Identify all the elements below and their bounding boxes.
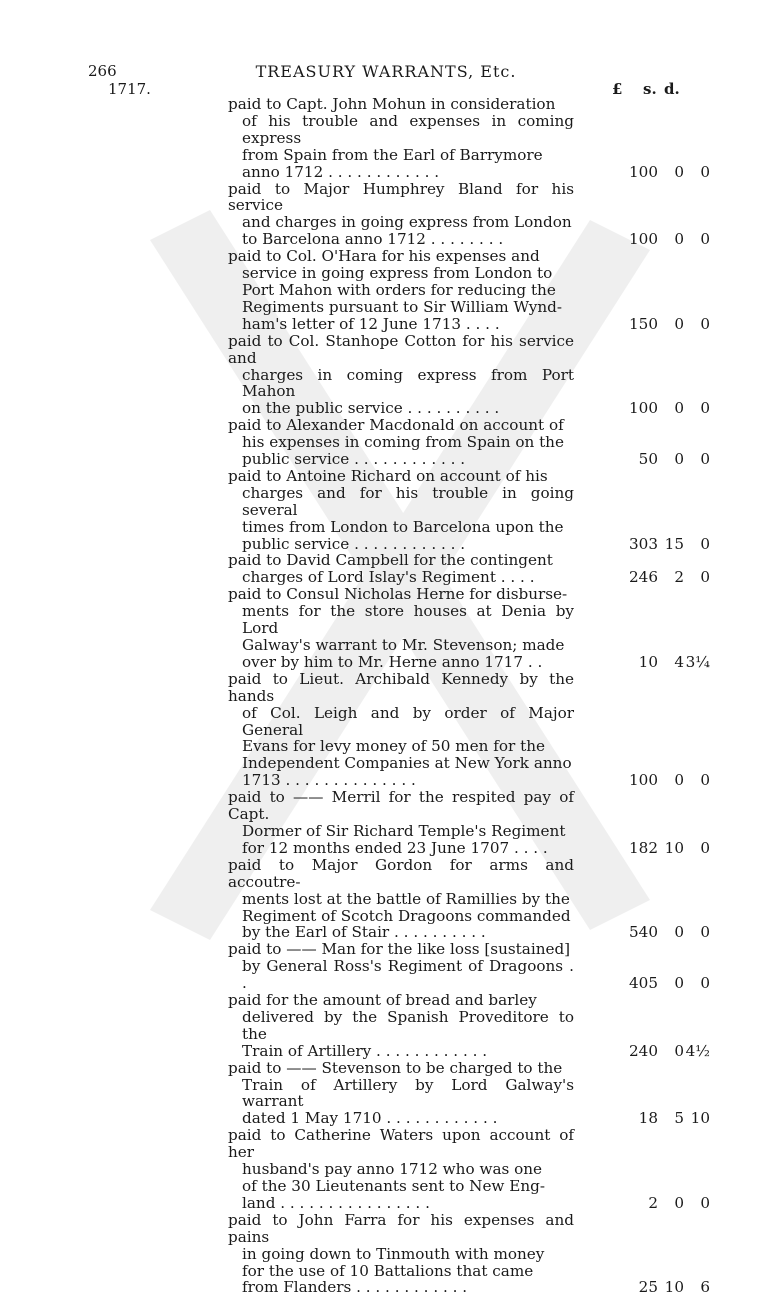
entry-description	[228, 417, 574, 468]
pence-amount: 10	[690, 1109, 710, 1128]
entry-line: and charges in going express from London	[242, 213, 572, 232]
shillings-amount: 10	[664, 1278, 684, 1296]
pounds-amount: 100	[629, 230, 658, 249]
pence-amount: 0	[700, 568, 710, 587]
pence-amount: 3¼	[685, 652, 710, 671]
entry-line: paid to Major Humphrey Bland for his service	[228, 179, 574, 215]
entry-line: paid to —— Merril for the respited pay of Capt.	[228, 788, 574, 824]
shillings-amount: 0	[674, 771, 684, 790]
warrant-entry	[228, 788, 710, 857]
warrant-entry	[228, 585, 710, 671]
warrant-entry	[228, 991, 710, 1060]
pounds-amount: 2	[648, 1193, 658, 1212]
entry-line: by General Ross's Regiment of Dragoons . .	[242, 957, 574, 993]
warrant-entry	[228, 331, 710, 418]
entry-line: delivered by the Spanish Proveditore to the	[242, 1007, 574, 1043]
warrant-entry	[228, 466, 710, 553]
pence-amount: 0	[700, 162, 710, 181]
entry-line: public service . . . . . . . . . . . .	[242, 534, 466, 553]
entry-description	[228, 96, 574, 181]
warrant-entry	[228, 416, 710, 469]
warrant-entry	[228, 179, 710, 249]
pence-column-header: d.	[664, 80, 680, 98]
entry-line: Port Mahon with orders for reducing the	[242, 280, 556, 299]
entry-line: paid for the amount of bread and barley	[228, 991, 537, 1010]
entry-line: paid to Capt. John Mohun in consideration	[228, 95, 556, 113]
pounds-column-header: £	[612, 80, 623, 98]
pence-amount: 0	[700, 974, 710, 993]
warrant-entry	[228, 669, 710, 790]
shillings-amount: 0	[674, 974, 684, 993]
shillings-amount: 15	[664, 534, 684, 553]
entry-line: from Flanders . . . . . . . . . . . .	[242, 1278, 468, 1296]
entry-description	[228, 552, 574, 586]
shillings-amount: 0	[674, 923, 684, 942]
warrant-entry	[228, 1058, 710, 1128]
entry-line: paid to David Campbell for the contingent	[228, 551, 553, 570]
warrant-entry	[228, 1210, 710, 1296]
pence-amount: 0	[700, 838, 710, 857]
shillings-amount: 2	[674, 568, 684, 587]
shillings-amount: 0	[674, 230, 684, 249]
entry-line: paid to Lieut. Archibald Kennedy by the hands	[228, 669, 574, 705]
pounds-amount: 246	[629, 568, 658, 587]
entry-line: dated 1 May 1710 . . . . . . . . . . . .	[242, 1109, 498, 1128]
entry-description	[228, 333, 574, 418]
shillings-amount: 5	[674, 1109, 684, 1128]
entry-line: by the Earl of Stair . . . . . . . . . .	[242, 923, 486, 942]
entry-description	[228, 248, 574, 333]
pence-amount: 0	[700, 771, 710, 790]
entry-line: paid to Catherine Waters upon account of her	[228, 1126, 574, 1162]
pence-amount: 0	[700, 534, 710, 553]
pounds-amount: 18	[638, 1109, 658, 1128]
entry-line: times from London to Barcelona upon the	[242, 517, 564, 536]
warrant-entry	[228, 855, 710, 942]
shillings-amount: 0	[674, 162, 684, 181]
warrant-entries	[228, 95, 710, 1296]
entry-description	[228, 941, 574, 992]
page-number: 266	[88, 62, 117, 80]
entry-line: ments for the store houses at Denia by Lord	[242, 602, 574, 638]
entry-line: land . . . . . . . . . . . . . . . .	[242, 1193, 430, 1212]
entry-description	[228, 857, 574, 942]
pounds-amount: 182	[629, 838, 658, 857]
pence-amount: 0	[700, 230, 710, 249]
entry-line: in going down to Tinmouth with money	[242, 1244, 545, 1263]
warrant-entry	[228, 247, 710, 333]
entry-line: paid to Antoine Richard on account of his	[228, 466, 548, 485]
pounds-amount: 540	[629, 923, 658, 942]
entry-line: Regiments pursuant to Sir William Wynd-	[242, 297, 562, 316]
entry-description	[228, 181, 574, 249]
pence-amount: 0	[700, 314, 710, 333]
pence-amount: 0	[700, 450, 710, 469]
pounds-amount: 100	[629, 771, 658, 790]
entry-line: paid to Alexander Macdonald on account of	[228, 416, 564, 435]
pounds-amount: 10	[638, 652, 658, 671]
entry-line: Evans for levy money of 50 men for the	[242, 737, 546, 756]
entry-line: from Spain from the Earl of Barrymore	[242, 145, 543, 164]
entry-line: Independent Companies at New York anno	[242, 754, 572, 773]
entry-line: ments lost at the battle of Ramillies by the	[242, 889, 570, 908]
entry-line: anno 1712 . . . . . . . . . . . .	[242, 162, 440, 181]
shillings-amount: 4	[674, 652, 684, 671]
entry-line: over by him to Mr. Herne anno 1717 . .	[242, 652, 543, 671]
pounds-amount: 150	[629, 314, 658, 333]
pounds-amount: 25	[638, 1278, 658, 1296]
shillings-amount: 0	[674, 1193, 684, 1212]
shillings-amount: 10	[664, 838, 684, 857]
entry-line: to Barcelona anno 1712 . . . . . . . .	[242, 230, 504, 249]
running-title: TREASURY WARRANTS, Etc.	[255, 62, 517, 81]
entry-description	[228, 1212, 574, 1296]
entry-line: paid to —— Man for the like loss [sustained]	[228, 940, 571, 959]
pounds-amount: 100	[629, 162, 658, 181]
entry-line: Dormer of Sir Richard Temple's Regiment	[242, 821, 566, 840]
entry-line: charges of Lord Islay's Regiment . . . .	[242, 568, 535, 587]
entry-line: for 12 months ended 23 June 1707 . . . .	[242, 838, 548, 857]
warrant-entry	[228, 95, 710, 181]
entry-line: husband's pay anno 1712 who was one	[242, 1160, 543, 1179]
entry-line: of his trouble and expenses in coming express	[242, 111, 574, 147]
entry-line: of Col. Leigh and by order of Major General	[242, 703, 574, 739]
entry-line: paid to Major Gordon for arms and accoutre-	[228, 855, 574, 891]
pounds-amount: 405	[629, 974, 658, 993]
pence-amount: 6	[700, 1278, 710, 1296]
entry-line: on the public service . . . . . . . . . .	[242, 399, 500, 418]
entry-line: his expenses in coming from Spain on the	[242, 433, 564, 452]
entry-line: public service . . . . . . . . . . . .	[242, 450, 466, 469]
entry-description	[228, 992, 574, 1060]
entry-line: ham's letter of 12 June 1713 . . . .	[242, 314, 500, 333]
entry-line: for the use of 10 Battalions that came	[242, 1261, 534, 1280]
entry-line: Train of Artillery by Lord Galway's warrant	[242, 1075, 574, 1111]
entry-description	[228, 1127, 574, 1212]
entry-line: paid to Col. O'Hara for his expenses and	[228, 247, 540, 266]
pence-amount: 0	[700, 399, 710, 418]
entry-line: Regiment of Scotch Dragoons commanded	[242, 906, 571, 925]
entry-line: charges and for his trouble in going several	[242, 483, 574, 519]
pence-amount: 0	[700, 923, 710, 942]
shillings-amount: 0	[674, 314, 684, 333]
warrant-entry	[228, 1126, 710, 1212]
entry-line: 1713 . . . . . . . . . . . . . .	[242, 771, 416, 790]
entry-line: paid to —— Stevenson to be charged to the	[228, 1058, 563, 1077]
shillings-amount: 0	[674, 450, 684, 469]
entry-description	[228, 586, 574, 671]
entry-line: paid to Col. Stanhope Cotton for his service and	[228, 331, 574, 367]
entry-line: service in going express from London to	[242, 264, 553, 283]
pounds-amount: 50	[638, 450, 658, 469]
entry-description	[228, 789, 574, 857]
shillings-amount: 0	[674, 1041, 684, 1060]
entry-description	[228, 1060, 574, 1128]
shillings-column-header: s.	[643, 80, 657, 98]
entry-line: paid to John Farra for his expenses and pains	[228, 1210, 574, 1246]
entry-line: of the 30 Lieutenants sent to New Eng-	[242, 1177, 545, 1195]
entry-line: Galway's warrant to Mr. Stevenson; made	[242, 636, 565, 654]
pence-amount: 4½	[685, 1041, 710, 1060]
entry-line: paid to Consul Nicholas Herne for disburse-	[228, 585, 568, 604]
warrant-entry	[228, 551, 710, 587]
pounds-amount: 303	[629, 534, 658, 553]
pounds-amount: 100	[629, 399, 658, 418]
entry-line: charges in coming express from Port Mahon	[242, 365, 574, 401]
pence-amount: 0	[700, 1193, 710, 1212]
warrant-entry	[228, 940, 710, 993]
entry-description	[228, 671, 574, 789]
year-label: 1717.	[108, 80, 151, 98]
entry-line: Train of Artillery . . . . . . . . . . . .	[242, 1041, 488, 1060]
entry-description	[228, 468, 574, 553]
shillings-amount: 0	[674, 399, 684, 418]
pounds-amount: 240	[629, 1041, 658, 1060]
